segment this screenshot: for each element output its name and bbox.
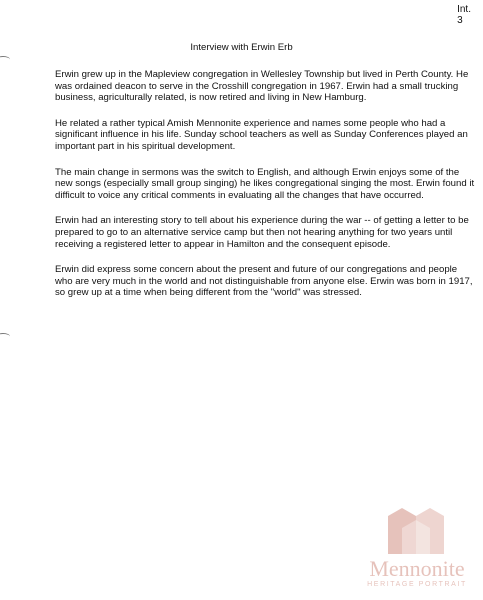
paragraph: He related a rather typical Amish Mennonite experience and names some people who had a significant influence in his life. Sunday school teachers as well as Sunday Conferences played an important part in his spiritual development. [55,117,468,152]
punch-hole-mark [0,333,10,340]
punch-hole-mark [0,56,10,63]
paragraph: Erwin had an interesting story to tell about his experience during the war -- of getting a letter to be prepared to go to an alternative service camp but then not hearing anything for two years until receiving a registered letter to appear in Hamilton and the consequent episode. [55,215,469,250]
paragraph: Erwin grew up in the Mapleview congregation in Wellesley Township but lived in Perth County. He was ordained deacon to serve in the Crosshill congregation in 1967. Erwin had a small trucking business, agriculturally related, is now retired and living in New Hamburg. [55,69,469,104]
watermark-logo [356,506,478,588]
watermark-title: Mennonite [369,556,465,581]
mennonite-logo-icon [382,506,452,556]
document-body [55,69,477,313]
paragraph: Erwin did express some concern about the present and future of our congregations and people who are very much in the world and not distinguishable from anyone else. Erwin was born in 1917, so grew up at a time when being different from the "world" was stressed. [55,264,473,299]
page-identifier [457,4,471,26]
paragraph: The main change in sermons was the switch to English, and although Erwin enjoys some of the new songs (especially small group singing) he likes congregational singing the most. Erwin found it difficult to voice any critical comments in evaluating all the changes that have occurred. [55,166,475,201]
page-number: 3 [457,15,463,26]
page-id-label: Int. [457,4,471,15]
watermark-subtitle: HERITAGE PORTRAIT [367,581,467,588]
document-title: Interview with Erwin Erb [190,42,293,53]
